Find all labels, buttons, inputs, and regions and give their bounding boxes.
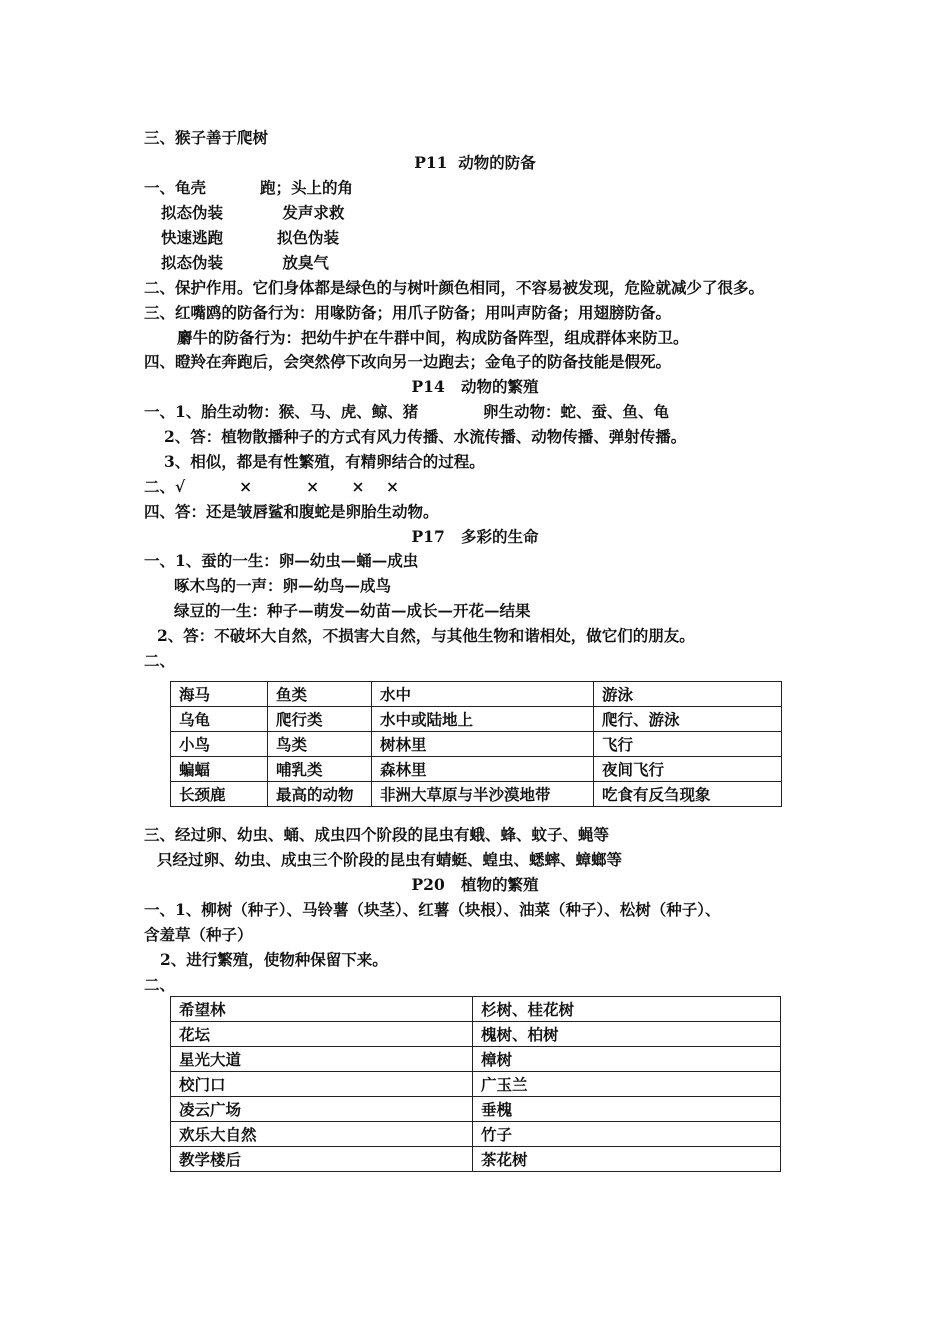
table-cell: 教学楼后 xyxy=(171,1147,473,1172)
text-line: 啄木鸟的一声：卵—幼鸟—成鸟 xyxy=(174,576,392,595)
text-line: 含羞草（种子） xyxy=(144,925,253,944)
text-line: 二、保护作用。它们身体都是绿色的与树叶颜色相同，不容易被发现，危险就减少了很多。 xyxy=(144,278,765,297)
table-cell: 欢乐大自然 xyxy=(171,1122,473,1147)
table-cell: 长颈鹿 xyxy=(171,782,268,807)
table-row xyxy=(171,1072,781,1097)
table-cell: 垂槐 xyxy=(473,1097,781,1122)
table-cell: 海马 xyxy=(171,682,268,707)
text-line: 三、经过卵、幼虫、蛹、成虫四个阶段的昆虫有蛾、蜂、蚊子、蝇等 xyxy=(144,825,610,844)
text-line: 四、答：还是皱唇鲨和腹蛇是卵胎生动物。 xyxy=(144,502,439,521)
table-cell: 星光大道 xyxy=(171,1047,473,1072)
table-row xyxy=(171,1022,781,1047)
text-line: 只经过卵、幼虫、成虫三个阶段的昆虫有蜻蜓、蝗虫、蟋蟀、蟑螂等 xyxy=(157,850,623,869)
table-cell: 水中 xyxy=(372,682,594,707)
table-cell: 水中或陆地上 xyxy=(372,707,594,732)
table-cell: 乌龟 xyxy=(171,707,268,732)
text-line: 一、1、蚕的一生：卵—幼虫—蛹—成虫 xyxy=(144,551,419,570)
text-line: 拟态伪装 发声求救 xyxy=(161,203,345,222)
text-line: 绿豆的一生：种子—萌发—幼苗—成长—开花—结果 xyxy=(174,601,531,620)
table-row xyxy=(171,1097,781,1122)
table-cell: 杉树、桂花树 xyxy=(473,997,781,1022)
table-row xyxy=(171,1047,781,1072)
table-row xyxy=(171,997,781,1022)
table-cell: 哺乳类 xyxy=(268,757,372,782)
table-row xyxy=(171,707,782,732)
table-cell: 蝙蝠 xyxy=(171,757,268,782)
section-heading: P20 植物的繁殖 xyxy=(411,875,539,894)
section-heading: P14 动物的繁殖 xyxy=(411,377,539,396)
text-line: 快速逃跑 拟色伪装 xyxy=(161,228,339,247)
table-cell: 希望林 xyxy=(171,997,473,1022)
text-line: 2、答：植物散播种子的方式有风力传播、水流传播、动物传播、弹射传播。 xyxy=(164,427,687,446)
table-cell: 鱼类 xyxy=(268,682,372,707)
text-line: 一、1、柳树（种子）、马铃薯（块茎）、红薯（块根）、油菜（种子）、松树（种子）、 xyxy=(144,900,721,919)
text-line: 四、瞪羚在奔跑后，会突然停下改向另一边跑去；金龟子的防备技能是假死。 xyxy=(144,352,672,371)
text-line: 一、1、胎生动物：猴、马、虎、鲸、猪 卵生动物：蛇、蚕、鱼、龟 xyxy=(144,402,670,421)
table-cell: 校门口 xyxy=(171,1072,473,1097)
table-cell: 树林里 xyxy=(372,732,594,757)
table-row xyxy=(171,782,782,807)
table-cell: 最高的动物 xyxy=(268,782,372,807)
text-line: 三、红嘴鸥的防备行为：用喙防备；用爪子防备；用叫声防备；用翅膀防备。 xyxy=(144,303,672,322)
section-heading: P11 动物的防备 xyxy=(414,153,536,172)
table-cell: 花坛 xyxy=(171,1022,473,1047)
table-row xyxy=(171,1122,781,1147)
table-row xyxy=(171,1147,781,1172)
table-row xyxy=(171,732,782,757)
text-line: 一、龟壳 跑；头上的角 xyxy=(144,178,353,197)
table-cell: 森林里 xyxy=(372,757,594,782)
table-cell: 夜间飞行 xyxy=(594,757,782,782)
text-line: 二、 xyxy=(144,651,176,670)
text-line: 三、猴子善于爬树 xyxy=(144,128,269,147)
table-cell: 广玉兰 xyxy=(473,1072,781,1097)
table-cell: 鸟类 xyxy=(268,732,372,757)
section-heading: P17 多彩的生命 xyxy=(411,527,539,546)
table-cell: 竹子 xyxy=(473,1122,781,1147)
text-line: 二、 xyxy=(144,975,176,994)
table-cell: 吃食有反刍现象 xyxy=(594,782,782,807)
plant-table xyxy=(170,996,781,1172)
table-cell: 茶花树 xyxy=(473,1147,781,1172)
table-cell: 爬行、游泳 xyxy=(594,707,782,732)
table-row xyxy=(171,757,782,782)
table-cell: 小鸟 xyxy=(171,732,268,757)
text-line: 2、答：不破坏大自然，不损害大自然，与其他生物和谐相处，做它们的朋友。 xyxy=(157,626,695,645)
text-line: 2、进行繁殖，使物种保留下来。 xyxy=(160,950,388,969)
text-line: 麝牛的防备行为：把幼牛护在牛群中间，构成防备阵型，组成群体来防卫。 xyxy=(177,328,689,347)
table-cell: 非洲大草原与半沙漠地带 xyxy=(372,782,594,807)
text-line: 二、√ × × × × xyxy=(144,477,400,496)
text-line: 拟态伪装 放臭气 xyxy=(161,253,329,272)
table-cell: 爬行类 xyxy=(268,707,372,732)
text-line: 3、相似，都是有性繁殖，有精卵结合的过程。 xyxy=(164,452,485,471)
table-cell: 游泳 xyxy=(594,682,782,707)
table-cell: 槐树、柏树 xyxy=(473,1022,781,1047)
table-cell: 凌云广场 xyxy=(171,1097,473,1122)
table-cell: 樟树 xyxy=(473,1047,781,1072)
animal-table xyxy=(170,681,782,807)
table-cell: 飞行 xyxy=(594,732,782,757)
table-row xyxy=(171,682,782,707)
